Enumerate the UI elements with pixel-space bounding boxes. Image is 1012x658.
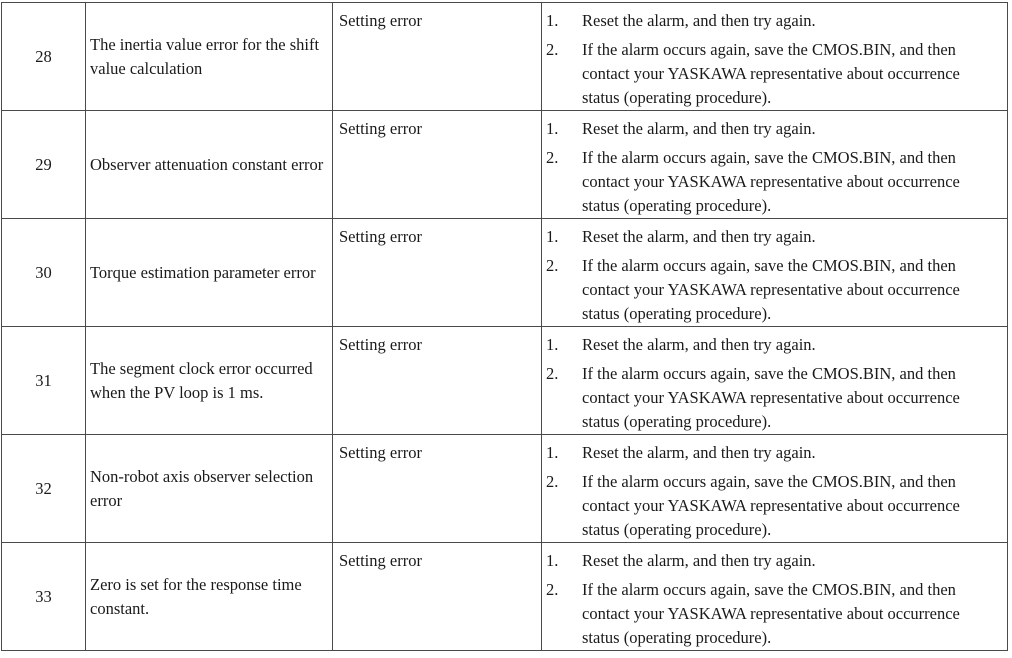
step-text: If the alarm occurs again, save the CMOS.BIN, and then contact your YASKAWA representative about occurrence status (operating procedure).: [582, 472, 960, 539]
step-number: 2.: [546, 256, 559, 275]
alarm-remedy: [542, 3, 1008, 111]
remedy-step: [542, 441, 1007, 465]
step-number: 2.: [546, 40, 559, 59]
remedy-step: [542, 117, 1007, 141]
alarm-table-body: [2, 3, 1008, 651]
step-number: 1.: [546, 335, 559, 354]
alarm-cause: Setting error: [333, 543, 542, 651]
alarm-description: Torque estimation parameter error: [86, 219, 333, 327]
step-text: If the alarm occurs again, save the CMOS.BIN, and then contact your YASKAWA representative about occurrence status (operating procedure).: [582, 40, 960, 107]
alarm-table: [1, 2, 1008, 651]
remedy-step: [542, 9, 1007, 33]
alarm-cause: Setting error: [333, 3, 542, 111]
step-number: 2.: [546, 364, 559, 383]
alarm-remedy: [542, 543, 1008, 651]
alarm-remedy: [542, 327, 1008, 435]
step-text: Reset the alarm, and then try again.: [582, 119, 816, 138]
alarm-number: 32: [2, 435, 86, 543]
remedy-step: [542, 549, 1007, 573]
remedy-step: [542, 578, 1007, 650]
step-text: If the alarm occurs again, save the CMOS.BIN, and then contact your YASKAWA representative about occurrence status (operating procedure).: [582, 148, 960, 215]
step-number: 1.: [546, 551, 559, 570]
alarm-cause: Setting error: [333, 327, 542, 435]
remedy-step: [542, 254, 1007, 326]
step-text: Reset the alarm, and then try again.: [582, 551, 816, 570]
alarm-cause: Setting error: [333, 111, 542, 219]
step-number: 2.: [546, 148, 559, 167]
remedy-step: [542, 38, 1007, 110]
alarm-number: 30: [2, 219, 86, 327]
table-row: [2, 435, 1008, 543]
alarm-description: Zero is set for the response time constant.: [86, 543, 333, 651]
alarm-number: 33: [2, 543, 86, 651]
alarm-remedy: [542, 219, 1008, 327]
alarm-number: 31: [2, 327, 86, 435]
remedy-step: [542, 333, 1007, 357]
alarm-cause: Setting error: [333, 219, 542, 327]
table-row: [2, 327, 1008, 435]
table-row: [2, 111, 1008, 219]
remedy-step: [542, 225, 1007, 249]
table-row: [2, 219, 1008, 327]
alarm-number: 29: [2, 111, 86, 219]
step-number: 1.: [546, 11, 559, 30]
alarm-description: The inertia value error for the shift value calculation: [86, 3, 333, 111]
step-text: Reset the alarm, and then try again.: [582, 443, 816, 462]
step-number: 1.: [546, 443, 559, 462]
remedy-step: [542, 362, 1007, 434]
step-number: 1.: [546, 119, 559, 138]
alarm-description: The segment clock error occurred when the PV loop is 1 ms.: [86, 327, 333, 435]
alarm-remedy: [542, 111, 1008, 219]
alarm-cause: Setting error: [333, 435, 542, 543]
remedy-step: [542, 470, 1007, 542]
alarm-number: 28: [2, 3, 86, 111]
alarm-description: Observer attenuation constant error: [86, 111, 333, 219]
remedy-step: [542, 146, 1007, 218]
alarm-remedy: [542, 435, 1008, 543]
step-number: 2.: [546, 580, 559, 599]
alarm-description: Non-robot axis observer selection error: [86, 435, 333, 543]
step-number: 1.: [546, 227, 559, 246]
step-text: If the alarm occurs again, save the CMOS.BIN, and then contact your YASKAWA representative about occurrence status (operating procedure).: [582, 580, 960, 647]
step-text: Reset the alarm, and then try again.: [582, 335, 816, 354]
step-text: Reset the alarm, and then try again.: [582, 227, 816, 246]
step-text: Reset the alarm, and then try again.: [582, 11, 816, 30]
table-row: [2, 3, 1008, 111]
table-row: [2, 543, 1008, 651]
step-text: If the alarm occurs again, save the CMOS.BIN, and then contact your YASKAWA representative about occurrence status (operating procedure).: [582, 256, 960, 323]
step-text: If the alarm occurs again, save the CMOS.BIN, and then contact your YASKAWA representative about occurrence status (operating procedure).: [582, 364, 960, 431]
step-number: 2.: [546, 472, 559, 491]
